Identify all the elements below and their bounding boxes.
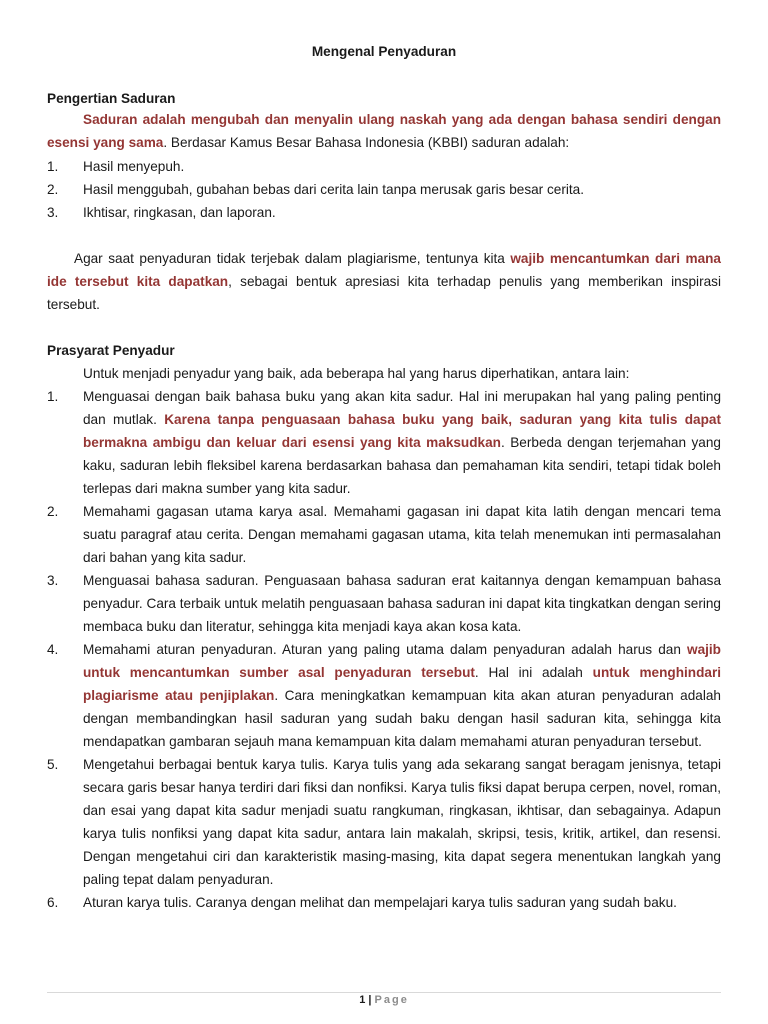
- list-item-number: 2.: [47, 182, 59, 197]
- section-heading-prasyarat: Prasyarat Penyadur: [47, 343, 175, 358]
- list-item: [47, 638, 721, 753]
- section-heading-pengertian: Pengertian Saduran: [47, 91, 176, 106]
- list-item-number: 3.: [47, 205, 59, 220]
- definition-paragraph: [47, 108, 721, 154]
- list-item-text: Aturan karya tulis. Caranya dengan melihat dan mempelajari karya tulis saduran yang sudah baku.: [83, 895, 677, 910]
- plagiarism-emphasis: wajib mencantumkan dari mana ide tersebut kita dapatkan: [47, 251, 721, 289]
- list-item: [47, 385, 721, 500]
- definition-emphasis: Saduran adalah mengubah dan menyalin ulang naskah yang ada dengan bahasa sendiri dengan esensi yang sama: [47, 112, 721, 150]
- list-item-text: Menguasai bahasa saduran. Penguasaan bahasa saduran erat kaitannya dengan kemampuan bahasa penyadur. Cara terbaik untuk melatih penguasaan bahasa saduran ini dapat kita tingkatkan dengan sering membaca buku dan literatur, sehingga kita menjadi kaya akan kosa kata.: [83, 573, 721, 634]
- list-item: [47, 178, 721, 201]
- plagiarism-text-pre: Agar saat penyaduran tidak terjebak dalam plagiarisme, tentunya kita: [74, 251, 511, 266]
- list-item-text-post: . Cara meningkatkan kemampuan kita akan aturan penyaduran adalah dengan membandingkan hasil saduran yang sudah baku dengan hasil saduran kita, sehingga kita mendapatkan gambaran sejauh mana kemampuan kita dalam memahami aturan penyaduran tersebut.: [83, 688, 721, 749]
- page-separator: |: [368, 994, 372, 1006]
- list-item-emphasis-2: untuk menghindari plagiarisme atau penjiplakan: [83, 665, 722, 703]
- list-item-number: 2.: [47, 504, 59, 519]
- prasyarat-list: [47, 385, 721, 914]
- list-item: [47, 201, 721, 224]
- prasyarat-lead: Untuk menjadi penyadur yang baik, ada beberapa hal yang harus diperhatikan, antara lain:: [83, 366, 630, 381]
- definition-rest: . Berdasar Kamus Besar Bahasa Indonesia (KBBI) saduran adalah:: [163, 135, 570, 150]
- plagiarism-text-post: , sebagai bentuk apresiasi kita terhadap penulis yang memberikan inspirasi tersebut.: [47, 274, 721, 312]
- list-item-text-pre: Memahami aturan penyaduran. Aturan yang paling utama dalam penyaduran adalah harus dan: [83, 642, 687, 657]
- list-item-number: 1.: [47, 159, 59, 174]
- list-item-text: Hasil menggubah, gubahan bebas dari cerita lain tanpa merusak garis besar cerita.: [83, 182, 584, 197]
- list-item-number: 1.: [47, 389, 59, 404]
- list-item: [47, 891, 721, 914]
- list-item: [47, 569, 721, 638]
- page-number: 1: [359, 994, 366, 1006]
- list-item-text-pre: Menguasai dengan baik bahasa buku yang akan kita sadur. Hal ini merupakan hal yang paling penting dan mutlak.: [83, 389, 721, 427]
- kbbi-definition-list: [47, 155, 721, 224]
- plagiarism-paragraph: [47, 247, 721, 316]
- list-item: [47, 753, 721, 891]
- list-item-text: Hasil menyepuh.: [83, 159, 185, 174]
- page-footer: [0, 993, 768, 1007]
- list-item-text: Ikhtisar, ringkasan, dan laporan.: [83, 205, 276, 220]
- page-label: Page: [374, 994, 409, 1006]
- list-item-number: 3.: [47, 573, 59, 588]
- list-item-text: Memahami gagasan utama karya asal. Memahami gagasan ini dapat kita latih dengan mencari tema suatu paragraf atau cerita. Dengan memahami gagasan utama, kita telah menemukan inti permasalahan dari bahan yang kita sadur.: [83, 504, 721, 565]
- list-item-number: 6.: [47, 895, 59, 910]
- list-item-number: 4.: [47, 642, 59, 657]
- list-item-text: Mengetahui berbagai bentuk karya tulis. Karya tulis yang ada sekarang sangat beragam jenisnya, tetapi secara garis besar hanya terdiri dari fiksi dan nonfiksi. Karya tulis fiksi dapat berupa cerpen, novel, roman, dan esai yang dapat kita sadur menjadi suatu rangkuman, ringkasan, ikhtisar, dan sebagainya. Adapun karya tulis nonfiksi yang dapat kita sadur, antara lain makalah, skripsi, tesis, kritik, artikel, dan resensi. Dengan mengetahui ciri dan karakteristik masing-masing, kita dapat segera menentukan langkah yang paling tepat dalam penyaduran.: [83, 757, 721, 887]
- list-item-text-mid: . Hal ini adalah: [474, 665, 593, 680]
- list-item: [47, 500, 721, 569]
- list-item-text-post: . Berbeda dengan terjemahan yang kaku, saduran lebih fleksibel karena berdasarkan bahasa dan pemahaman kita sendiri, tetapi tidak boleh terlepas dari makna sumber yang kita sadur.: [83, 435, 721, 496]
- list-item-emphasis: Karena tanpa penguasaan bahasa buku yang baik, saduran yang kita tulis dapat bermakna ambigu dan keluar dari esensi yang kita maksudkan: [83, 412, 721, 450]
- list-item-number: 5.: [47, 757, 59, 772]
- document-title: Mengenal Penyaduran: [311, 44, 457, 59]
- list-item-emphasis: wajib untuk mencantumkan sumber asal penyaduran tersebut: [83, 642, 721, 680]
- list-item: [47, 155, 721, 178]
